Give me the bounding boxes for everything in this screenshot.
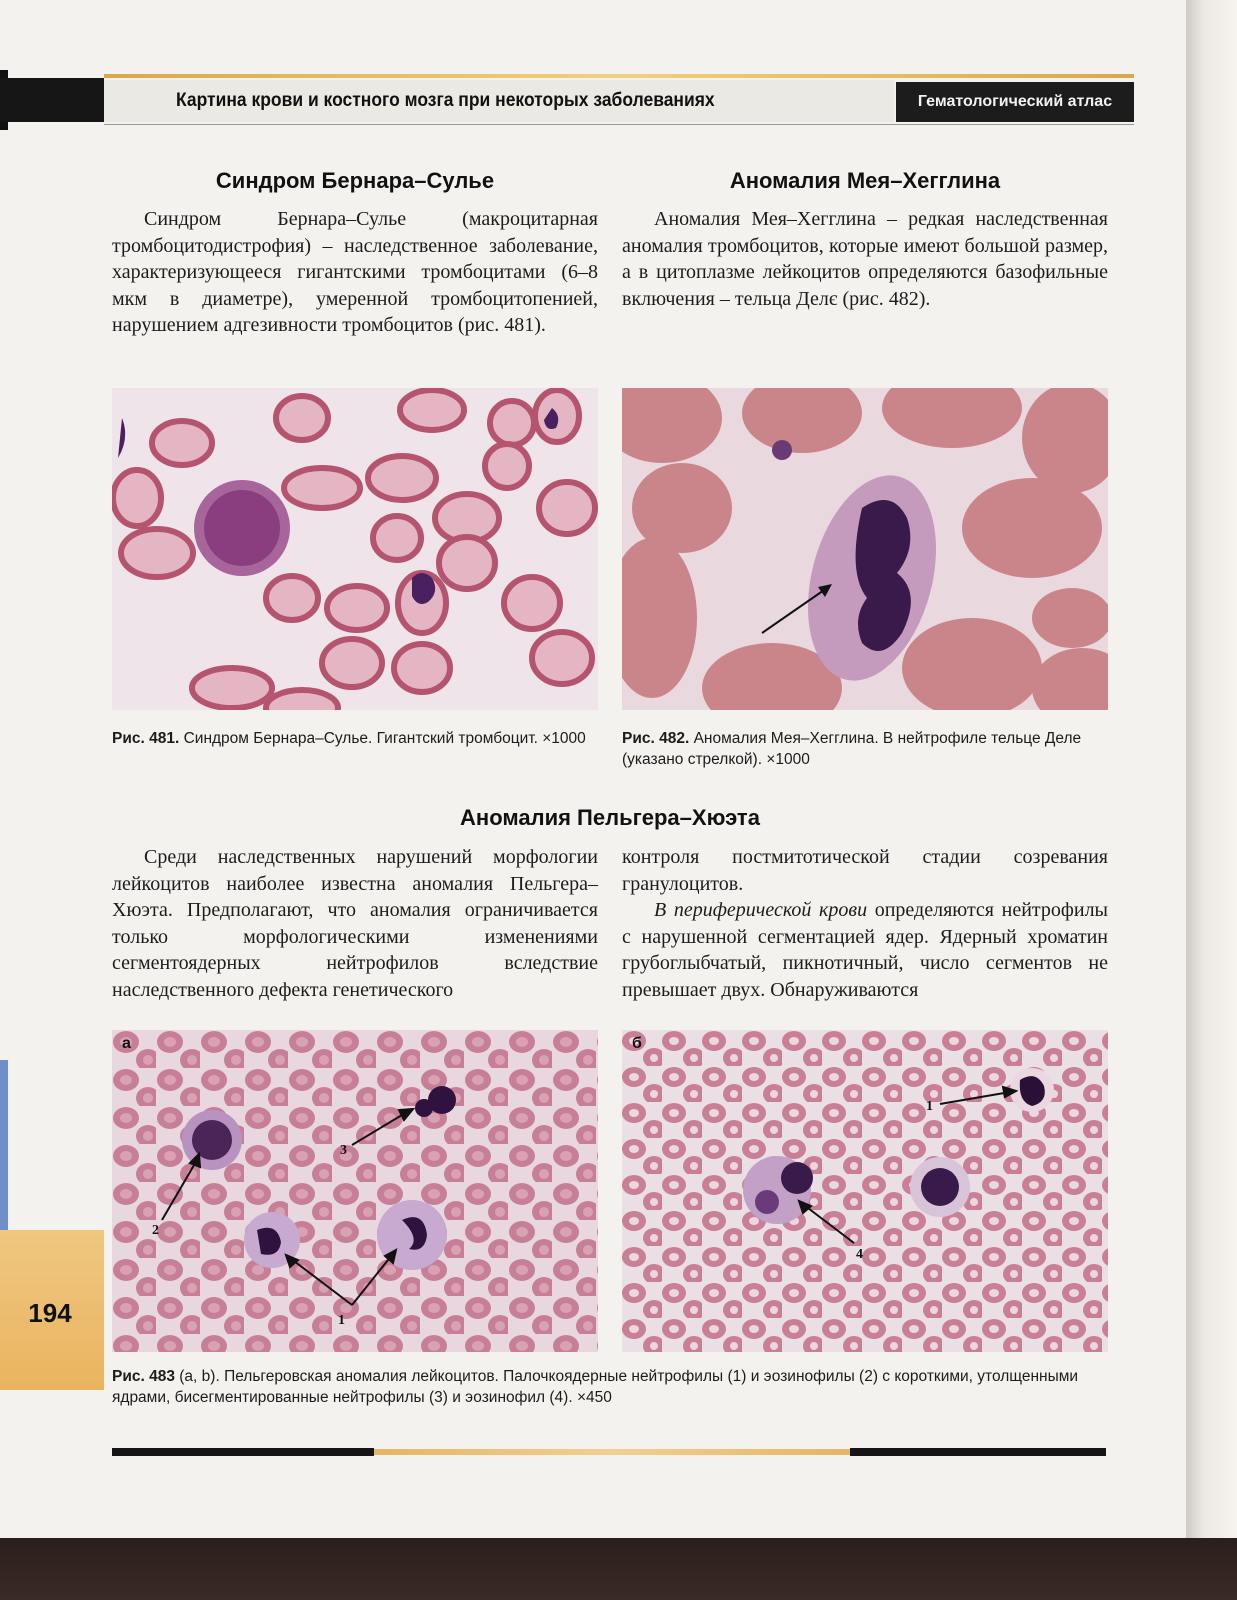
- atlas-label: Гематологический атлас: [917, 93, 1113, 110]
- panel-b-label: б: [632, 1035, 642, 1052]
- may-heading: Аномалия Мея–Хегглина: [729, 168, 1001, 193]
- figure-483a-image: [112, 1030, 598, 1352]
- pelger-paragraph-right-1: контроля постмитотической стадии созревания гранулоцитов.: [622, 846, 1108, 895]
- figure-483-label: Рис. 483: [112, 1368, 175, 1385]
- atlas-label-box: [896, 82, 1134, 122]
- header-gold-rule: [104, 74, 1134, 78]
- header-title-bar: [104, 80, 894, 122]
- figure-483-caption: [112, 1366, 1108, 1408]
- marker-1b: 1: [926, 1099, 933, 1114]
- header-black-block: [0, 78, 104, 122]
- marker-4: 4: [856, 1247, 863, 1262]
- panel-a-label: а: [122, 1035, 131, 1052]
- figure-481-caption: [112, 728, 598, 749]
- figure-481-label: Рис. 481.: [112, 730, 180, 747]
- footer-rule-right: [850, 1448, 1106, 1456]
- page-number: 194: [28, 1298, 72, 1328]
- header-divider: [104, 124, 1134, 125]
- may-paragraph: Аномалия Мея–Хегглина – редкая наследственная аномалия тромбоцитов, которые имеют большой размер, а в цитоплазме лейкоцитов определяются базофильные включения – тельца Делє (рис. 482).: [622, 208, 1108, 310]
- pelger-text-right: [622, 844, 1108, 1003]
- marker-2: 2: [152, 1223, 159, 1238]
- footer-rule-gold: [374, 1449, 850, 1455]
- header-title: Картина крови и костного мозга при некоторых заболеваниях: [176, 90, 715, 111]
- figure-482-label: Рис. 482.: [622, 730, 690, 747]
- footer-rule-left: [112, 1448, 374, 1456]
- pelger-paragraph-right-2-text: определяются нейтрофилы с нарушенной сегментацией ядер. Ядерный хроматин грубоглыбчатый, пикнотичный, число сегментов не превышает двух. Обнаруживаются: [622, 899, 1108, 1001]
- pelger-paragraph-right-2: [622, 897, 1108, 1003]
- figure-482-caption-text: Аномалия Мея–Хегглина. В нейтрофиле тельце Деле (указано стрелкой). ×1000: [622, 730, 1082, 768]
- page-edge-shadow: [1186, 0, 1237, 1600]
- bernard-text: [112, 206, 598, 339]
- figure-482-image: [622, 388, 1108, 710]
- figure-483b-image: [622, 1030, 1108, 1352]
- page-tab: [0, 1060, 8, 1230]
- bernard-heading: Синдром Бернара–Сулье: [215, 168, 495, 193]
- may-text: [622, 206, 1108, 312]
- marker-1a: 1: [338, 1313, 345, 1328]
- pelger-heading: Аномалия Пельгера–Хюэта: [460, 805, 760, 830]
- figure-481-caption-text: Синдром Бернара–Сулье. Гигантский тромбоцит. ×1000: [179, 730, 586, 747]
- marker-3: 3: [340, 1143, 347, 1158]
- pelger-text-left: [112, 844, 598, 1003]
- scan-bottom-edge: [0, 1538, 1237, 1600]
- figure-482-caption: [622, 728, 1108, 770]
- figure-481-image: [112, 388, 598, 710]
- figure-483-caption-text: (a, b). Пельгеровская аномалия лейкоцитов. Палочкоядерные нейтрофилы (1) и эозинофилы (2) с короткими, утолщенными ядрами, бисегментированные нейтрофилы (3) и эозинофил (4). ×450: [112, 1368, 1079, 1406]
- pelger-italic-phrase: В периферической крови: [654, 899, 868, 921]
- bernard-paragraph: Синдром Бернара–Сулье (макроцитарная тромбоцитодистрофия) – наследственное заболевание, характеризующееся гигантскими тромбоцитами (6–8 мкм в диаметре), умеренной тромбоцитопенией, нарушением адгезивности тромбоцитов (рис. 481).: [112, 208, 598, 336]
- pelger-paragraph-left: Среди наследственных нарушений морфологии лейкоцитов наиболее известна аномалия Пельгера–Хюэта. Предполагают, что аномалия ограничивается только морфологическими изменениями сегментоядерных нейтрофилов вследствие наследственного дефекта генетического: [112, 846, 598, 1001]
